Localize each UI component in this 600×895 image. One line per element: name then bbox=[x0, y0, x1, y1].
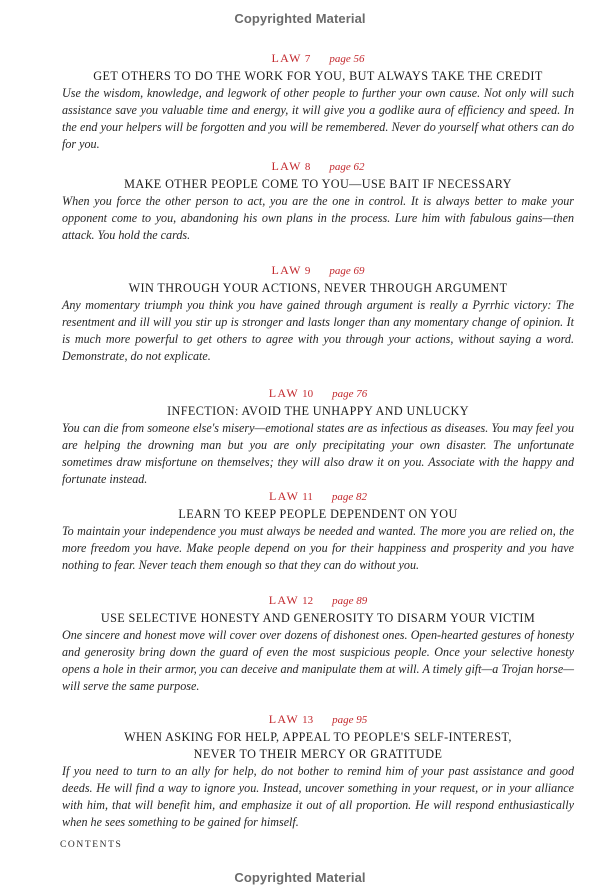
law-page-ref: page 62 bbox=[329, 161, 365, 173]
law-heading bbox=[62, 386, 574, 400]
law-heading bbox=[62, 51, 574, 65]
law-number: 12 bbox=[302, 595, 314, 607]
law-summary: To maintain your independence you must always be needed and wanted. The more you are relied on, the more freedom you have. Make people depend on you for their happiness and prosperity and you have nothing to fear. Never teach them enough so that they can do without you. bbox=[62, 524, 574, 572]
law-page-ref: page 89 bbox=[332, 595, 368, 607]
law-label: LAW bbox=[271, 263, 302, 277]
law-12-section bbox=[62, 593, 574, 695]
law-summary: When you force the other person to act, you are the one in control. It is always better to make your opponent come to you, abandoning his own plans in the process. Lure him with fabulous gains—then attack. You hold the cards. bbox=[62, 194, 574, 242]
law-label: LAW bbox=[269, 489, 300, 503]
law-page-ref: page 56 bbox=[329, 53, 365, 65]
law-summary: If you need to turn to an ally for help, do not bother to remind him of your past assistance and good deeds. He will find a way to ignore you. Instead, uncover something in your request, or in your alliance with him, that will benefit him, and emphasize it out of all proportion. He will respond enthusiastically when he sees something to be gained for himself. bbox=[62, 764, 574, 829]
law-9-section bbox=[62, 263, 574, 365]
law-heading bbox=[62, 159, 574, 173]
law-13-section bbox=[62, 712, 574, 831]
law-heading bbox=[62, 712, 574, 726]
law-page-ref: page 82 bbox=[331, 491, 367, 503]
law-heading bbox=[62, 593, 574, 607]
law-label: LAW bbox=[271, 159, 302, 173]
law-number: 7 bbox=[304, 53, 311, 65]
law-11-section bbox=[62, 489, 574, 574]
law-page-ref: page 95 bbox=[332, 714, 368, 726]
contents-footer-label: CONTENTS bbox=[60, 840, 123, 850]
law-10-section bbox=[62, 386, 574, 488]
law-title: LEARN TO KEEP PEOPLE DEPENDENT ON YOU bbox=[178, 507, 458, 521]
copyright-watermark-bottom: Copyrighted Material bbox=[234, 870, 366, 885]
law-page-ref: page 69 bbox=[329, 265, 365, 277]
copyright-watermark-top: Copyrighted Material bbox=[234, 11, 366, 26]
law-label: LAW bbox=[268, 386, 300, 400]
law-number: 8 bbox=[304, 161, 311, 173]
law-number: 10 bbox=[302, 388, 314, 400]
law-label: LAW bbox=[271, 51, 302, 65]
law-number: 9 bbox=[304, 265, 311, 277]
law-title: GET OTHERS TO DO THE WORK FOR YOU, BUT ALWAYS TAKE THE CREDIT bbox=[93, 69, 543, 83]
law-heading bbox=[62, 263, 574, 277]
law-label: LAW bbox=[268, 712, 300, 726]
law-summary: Any momentary triumph you think you have gained through argument is really a Pyrrhic victory: The resentment and ill will you stir up is stronger and lasts longer than any momentary change of opinion. It is much more powerful to get others to agree with you through your actions, without saying a word. Demonstrate, do not explicate. bbox=[62, 298, 574, 363]
law-title: USE SELECTIVE HONESTY AND GENEROSITY TO DISARM YOUR VICTIM bbox=[100, 611, 536, 625]
law-summary: You can die from someone else's misery—emotional states are as infectious as diseases. You may feel you are helping the drowning man but you are only precipitating your own disaster. The unfortunate sometimes draw misfortune on themselves; they will also draw it on you. Associate with the happy and fortunate instead. bbox=[62, 421, 574, 486]
law-title: WHEN ASKING FOR HELP, APPEAL TO PEOPLE'S SELF-INTEREST, NEVER TO THEIR MERCY OR GRATITUDE bbox=[124, 730, 512, 761]
law-heading bbox=[62, 489, 574, 503]
law-title: INFECTION: AVOID THE UNHAPPY AND UNLUCKY bbox=[167, 404, 469, 418]
law-number: 13 bbox=[302, 714, 314, 726]
law-page-ref: page 76 bbox=[332, 388, 368, 400]
law-7-section bbox=[62, 51, 574, 153]
law-title: MAKE OTHER PEOPLE COME TO YOU—USE BAIT IF NECESSARY bbox=[124, 177, 512, 191]
law-number: 11 bbox=[302, 491, 313, 503]
law-8-section bbox=[62, 159, 574, 244]
law-title: WIN THROUGH YOUR ACTIONS, NEVER THROUGH ARGUMENT bbox=[128, 281, 508, 295]
law-summary: One sincere and honest move will cover over dozens of dishonest ones. Open-hearted gestures of honesty and generosity bring down the guard of even the most suspicious people. Once your selective honesty opens a hole in their armor, you can deceive and manipulate them at will. A timely gift—a Trojan horse—will serve the same purpose. bbox=[62, 628, 574, 693]
law-label: LAW bbox=[268, 593, 300, 607]
law-summary: Use the wisdom, knowledge, and legwork of other people to further your own cause. Not only will such assistance save you valuable time and energy, it will give you a godlike aura of efficiency and speed. In the end your helpers will be forgotten and you will be remembered. Never do yourself what others can do for you. bbox=[62, 86, 574, 151]
